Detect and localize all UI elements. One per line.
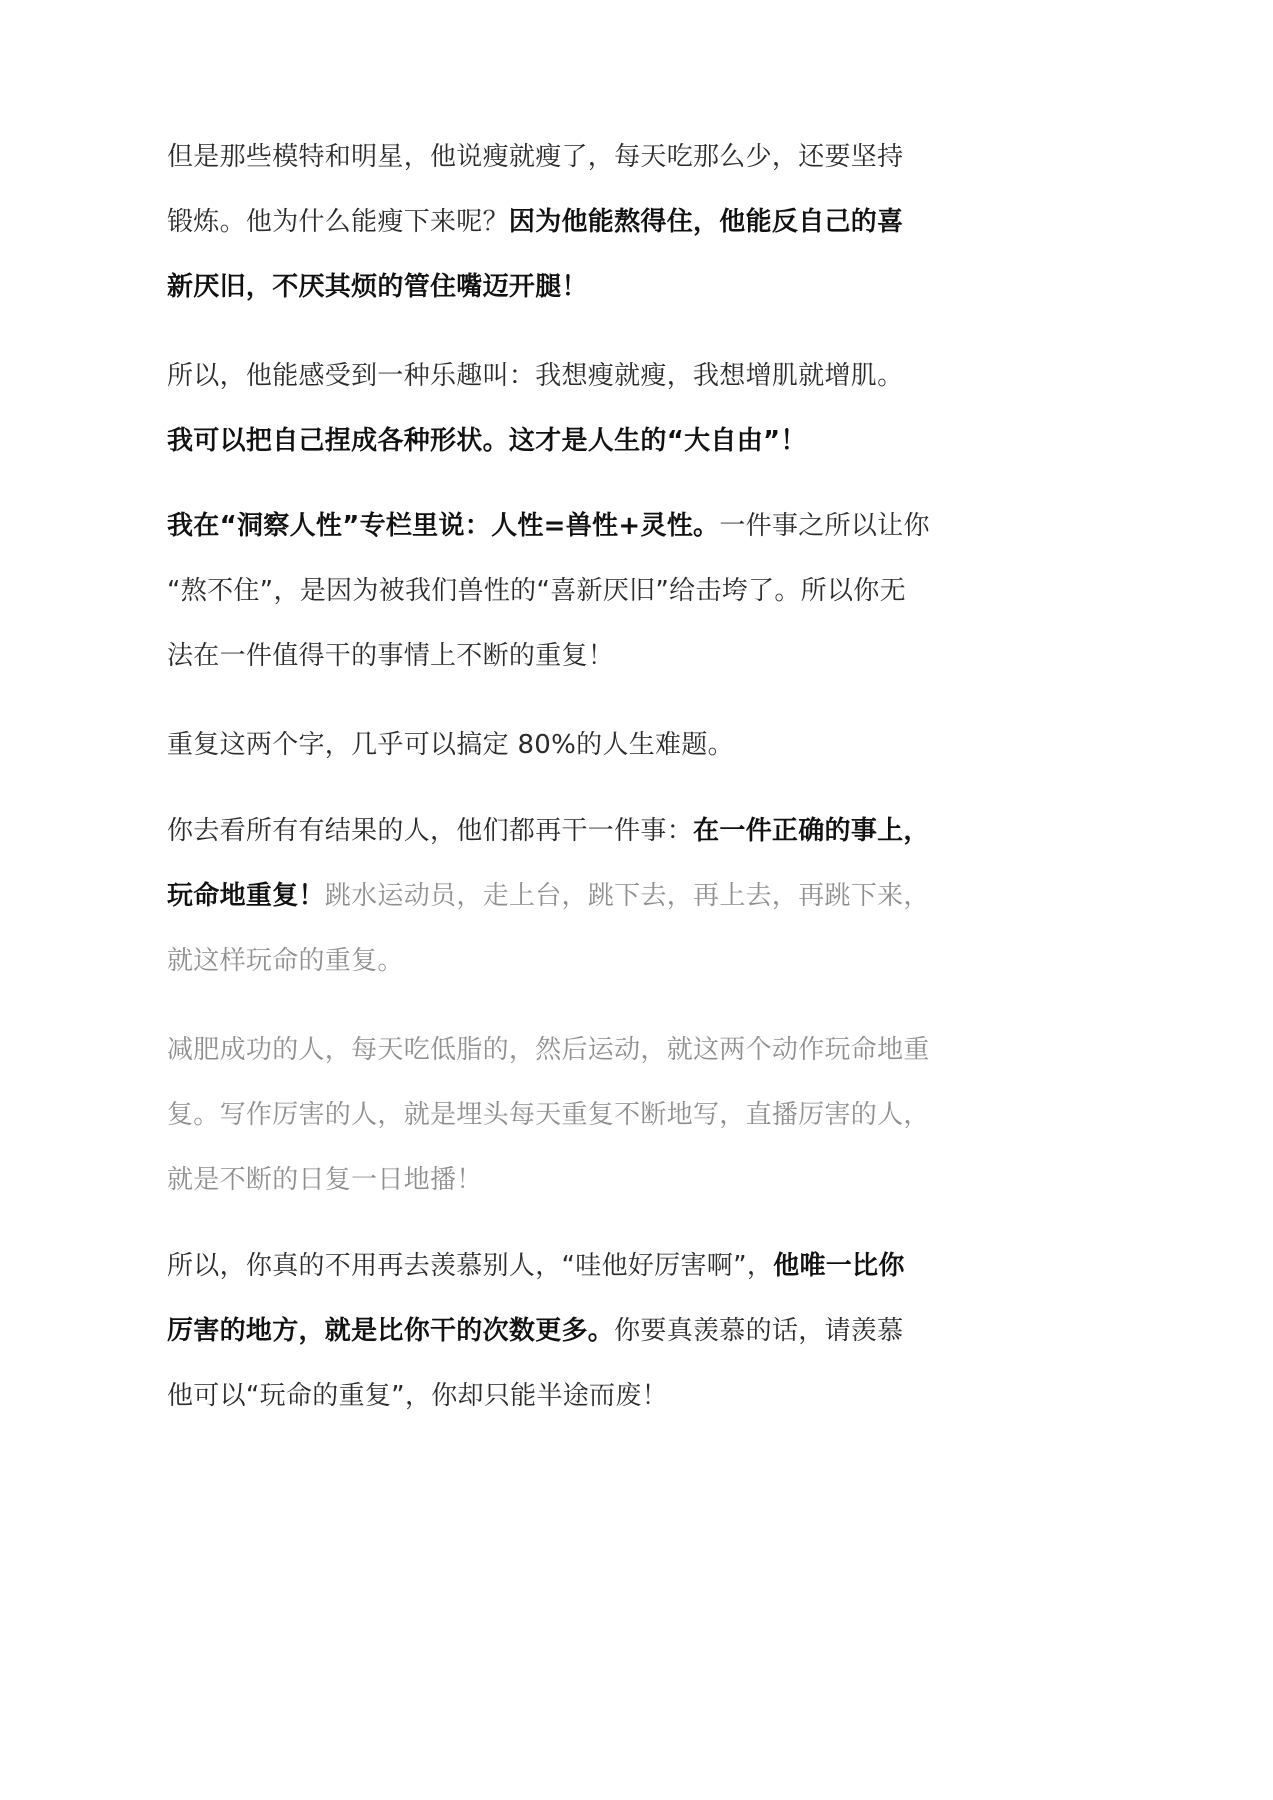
text-segment: 他可以“玩命的重复”，你却只能半途而废！ — [167, 1381, 668, 1411]
bold-text-segment: 我可以把自己捏成各种形状。这才是人生的“大自由”！ — [167, 426, 807, 456]
muted-text-segment: 跳水运动员，走上台，跳下去，再上去，再跳下来， — [324, 881, 930, 911]
muted-text-segment: 就是不断的日复一日地播！ — [167, 1165, 483, 1195]
text-line — [167, 1234, 943, 1299]
text-line — [167, 624, 943, 689]
text-segment: 所以，你真的不用再去羡慕别人，“哇他好厉害啊”， — [167, 1251, 774, 1281]
text-segment: 锻炼。他为什么能瘦下来呢？ — [167, 207, 509, 237]
paragraph-4 — [167, 713, 943, 778]
text-segment: 法在一件值得干的事情上不断的重复！ — [167, 641, 615, 671]
bold-text-segment: 我在“洞察人性”专栏里说：人性=兽性+灵性。 — [167, 511, 720, 541]
text-line — [167, 929, 943, 994]
muted-text-segment: 就这样玩命的重复。 — [167, 946, 404, 976]
paragraph-7 — [167, 1234, 943, 1429]
text-line — [167, 799, 943, 864]
paragraph-1 — [167, 125, 943, 320]
text-segment: “熬不住”，是因为被我们兽性的“喜新厌旧”给击垮了。所以你无 — [167, 576, 906, 606]
text-line — [167, 125, 943, 190]
text-line — [167, 190, 943, 255]
muted-text-segment: 复。写作厉害的人，就是埋头每天重复不断地写，直播厉害的人， — [167, 1100, 930, 1130]
text-line — [167, 1364, 943, 1429]
bold-text-segment: 厉害的地方，就是比你干的次数更多。 — [167, 1316, 615, 1346]
text-line — [167, 1018, 943, 1083]
bold-text-segment: 他唯一比你 — [773, 1251, 905, 1281]
text-line — [167, 1299, 943, 1364]
text-line — [167, 1148, 943, 1213]
text-line — [167, 409, 943, 474]
text-segment: 你去看所有有结果的人，他们都再干一件事： — [167, 816, 694, 846]
paragraph-2 — [167, 344, 943, 474]
text-segment: 重复这两个字，几乎可以搞定 80%的人生难题。 — [167, 730, 734, 760]
text-segment: 你要真羡慕的话，请羡慕 — [614, 1316, 904, 1346]
paragraph-3 — [167, 494, 943, 689]
text-line — [167, 864, 943, 929]
text-segment: 所以，他能感受到一种乐趣叫：我想瘦就瘦，我想增肌就增肌。 — [167, 361, 904, 391]
text-line — [167, 559, 943, 624]
text-line — [167, 494, 943, 559]
bold-text-segment: 在一件正确的事上， — [693, 816, 930, 846]
bold-text-segment: 玩命地重复！ — [167, 881, 325, 911]
paragraph-6 — [167, 1018, 943, 1213]
text-segment: 但是那些模特和明星，他说瘦就瘦了，每天吃那么少，还要坚持 — [167, 142, 904, 172]
paragraph-5 — [167, 799, 943, 994]
muted-text-segment: 减肥成功的人，每天吃低脂的，然后运动，就这两个动作玩命地重 — [167, 1035, 930, 1065]
bold-text-segment: 新厌旧，不厌其烦的管住嘴迈开腿！ — [167, 272, 588, 302]
text-line — [167, 1083, 943, 1148]
text-line — [167, 344, 943, 409]
bold-text-segment: 因为他能熬得住，他能反自己的喜 — [508, 207, 904, 237]
text-segment: 一件事之所以让你 — [719, 511, 930, 541]
text-line — [167, 255, 943, 320]
text-line — [167, 713, 943, 778]
